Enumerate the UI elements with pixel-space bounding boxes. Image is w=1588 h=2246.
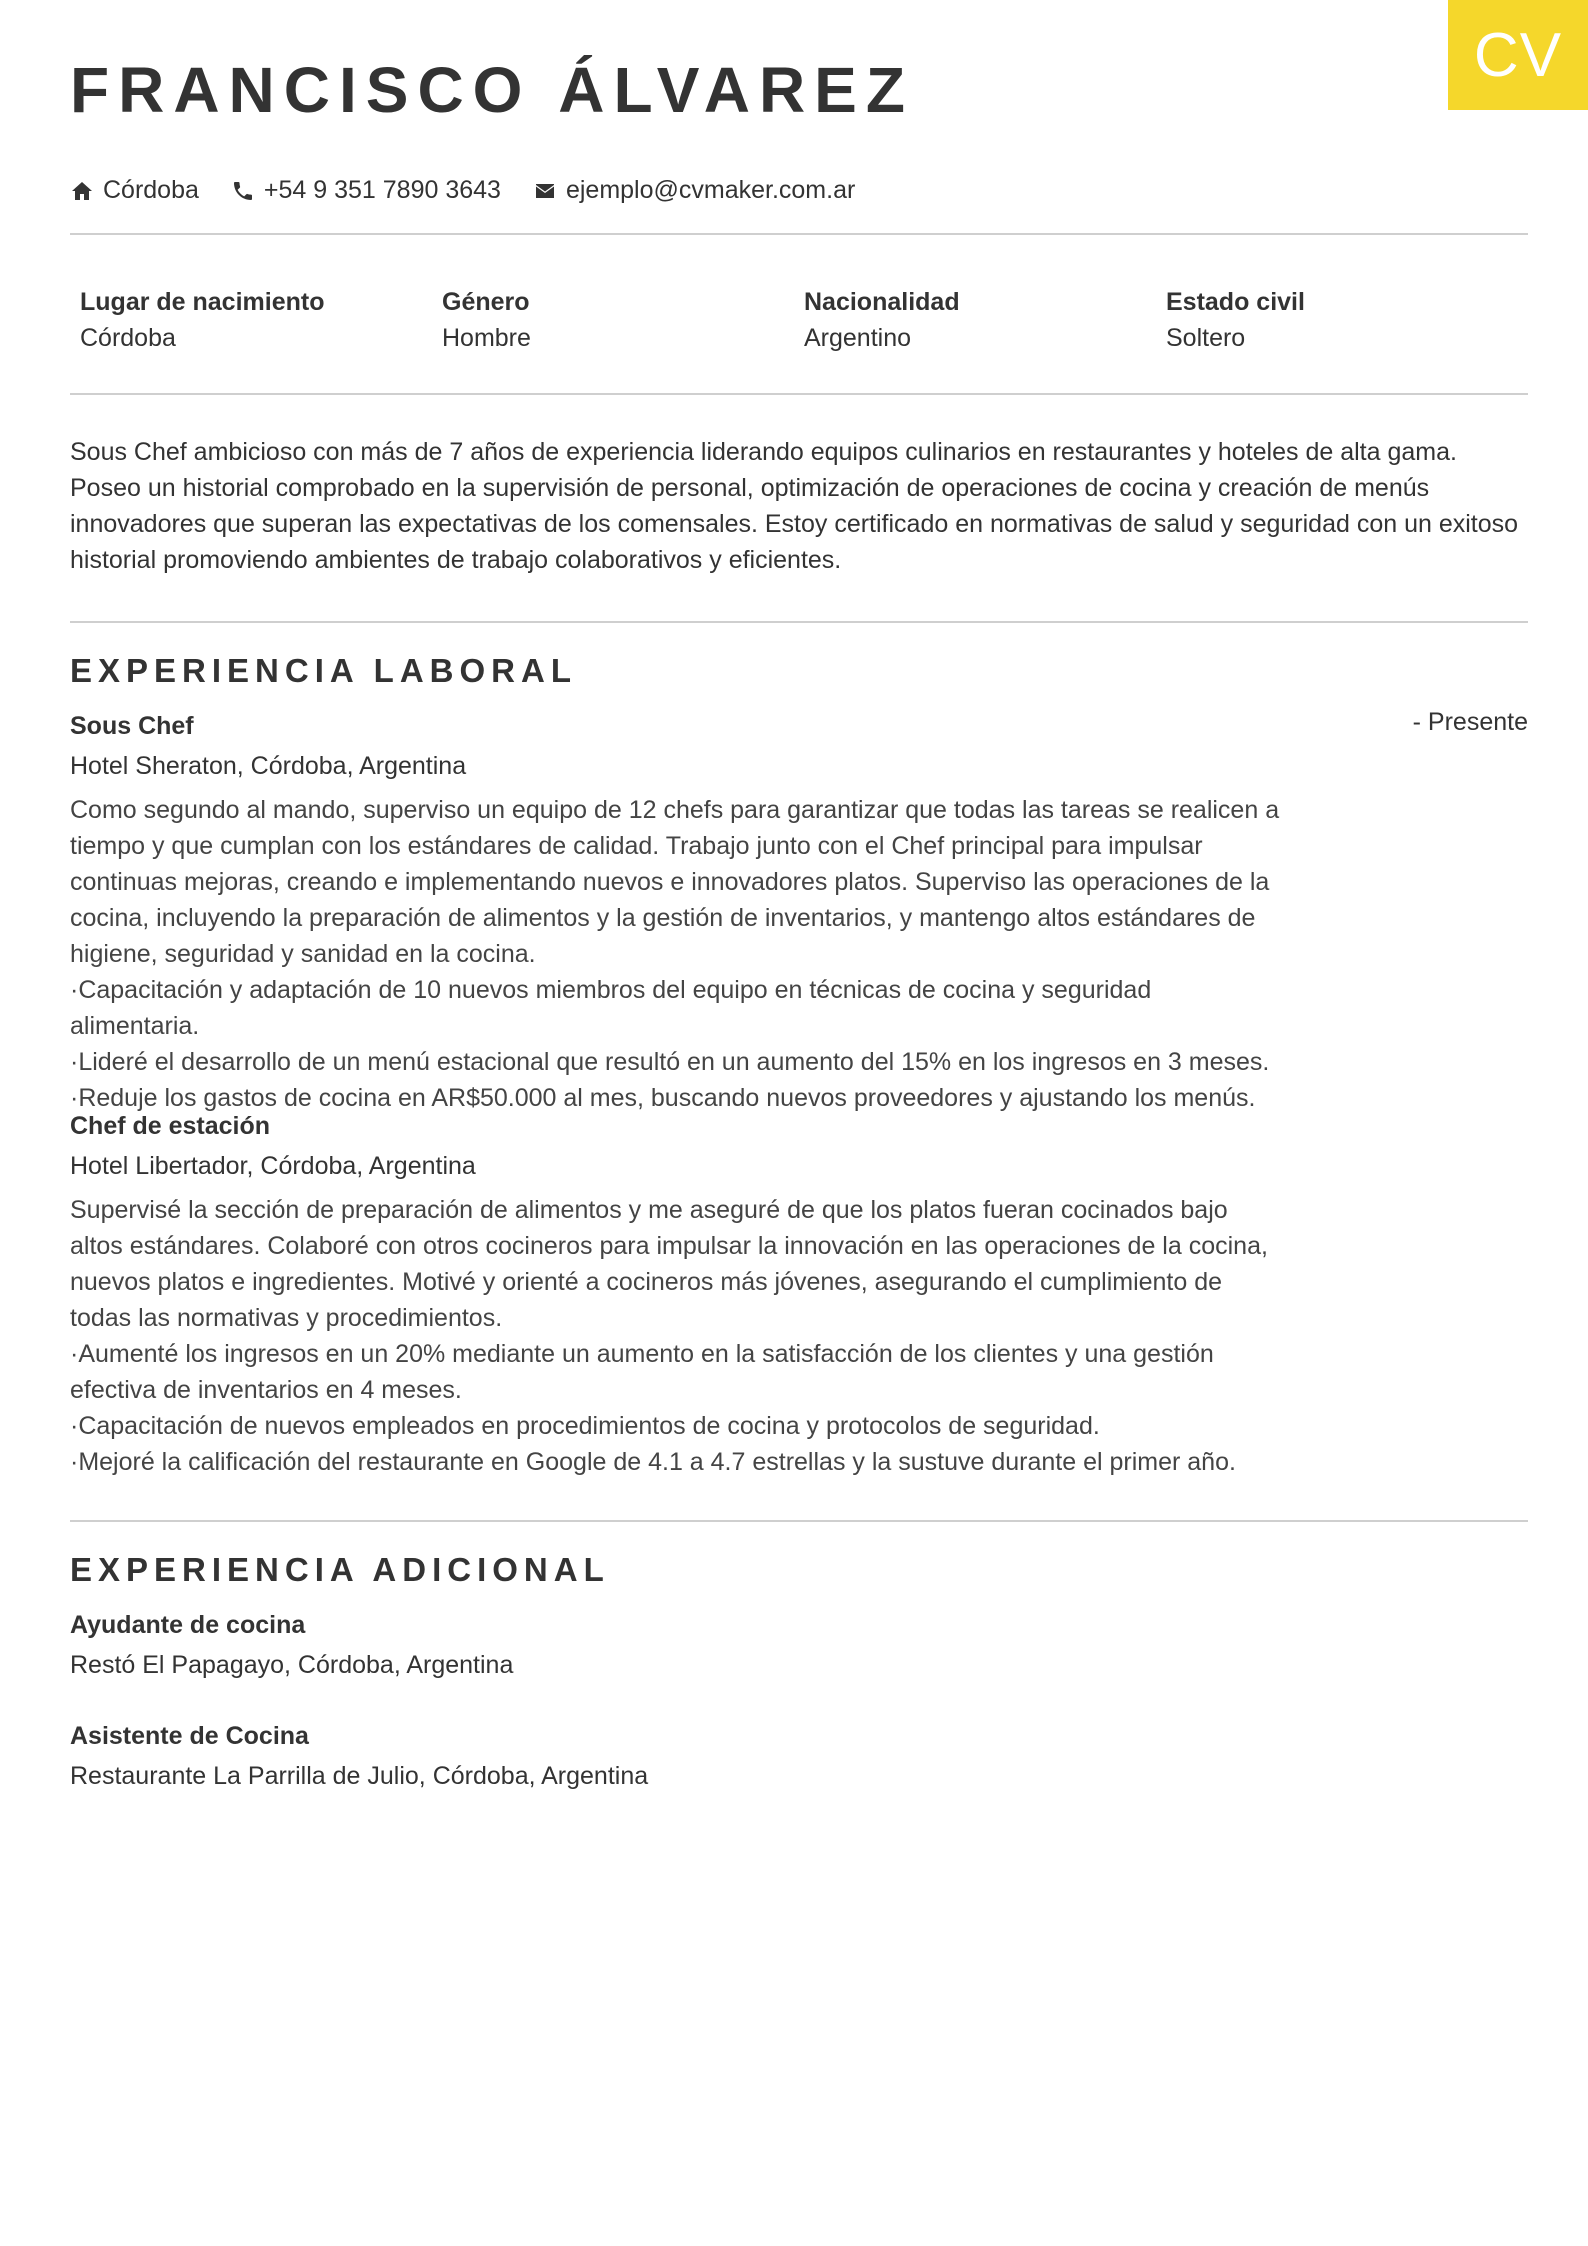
- personal-label: Estado civil: [1166, 288, 1305, 316]
- additional-entry: [70, 1607, 1528, 1683]
- job-bullet: ·Aumenté los ingresos en un 20% mediante un aumento en la satisfacción de los clientes y una gestión efectiva de inventarios en 4 meses.: [70, 1340, 1214, 1404]
- cv-logo-badge: CV: [1448, 0, 1588, 110]
- job-bullet: ·Lideré el desarrollo de un menú estacional que resultó en un aumento del 15% en los ingresos en 3 meses.: [70, 1048, 1270, 1076]
- divider: [70, 621, 1528, 623]
- job-bullet: ·Mejoré la calificación del restaurante en Google de 4.1 a 4.7 estrellas y la sustuve durante el primer año.: [70, 1448, 1236, 1476]
- personal-value: Córdoba: [80, 324, 176, 352]
- personal-value: Soltero: [1166, 324, 1246, 352]
- job-company: Hotel Sheraton, Córdoba, Argentina: [70, 752, 467, 780]
- personal-item-nationality: [804, 284, 1166, 356]
- additional-entry: [70, 1718, 1528, 1794]
- personal-item-gender: [442, 284, 804, 356]
- section-title-experience: EXPERIENCIA LABORAL: [70, 652, 577, 689]
- home-icon: [70, 179, 94, 203]
- personal-item-birthplace: [80, 284, 442, 356]
- city-text: Córdoba: [103, 176, 199, 204]
- candidate-name: FRANCISCO ÁLVAREZ: [70, 54, 914, 126]
- personal-label: Género: [442, 288, 530, 316]
- contact-city: [70, 176, 199, 205]
- job-title: Asistente de Cocina: [70, 1722, 309, 1750]
- job-bullet: ·Capacitación y adaptación de 10 nuevos miembros del equipo en técnicas de cocina y seguridad alimentaria.: [70, 976, 1152, 1040]
- job-bullet: ·Reduje los gastos de cocina en AR$50.000 al mes, buscando nuevos proveedores y ajustando los menús.: [70, 1084, 1256, 1112]
- divider: [70, 233, 1528, 235]
- email-text: ejemplo@cvmaker.com.ar: [565, 176, 856, 204]
- contact-email: [533, 176, 855, 205]
- mail-icon: [533, 179, 557, 203]
- section-title-additional: EXPERIENCIA ADICIONAL: [70, 1551, 610, 1588]
- contact-phone: [231, 176, 501, 205]
- job-title: Sous Chef: [70, 712, 194, 740]
- job-date: - Presente: [1412, 708, 1528, 736]
- personal-label: Nacionalidad: [804, 288, 960, 316]
- job-entry: [70, 1108, 1528, 1480]
- job-company: Hotel Libertador, Córdoba, Argentina: [70, 1152, 476, 1180]
- job-description-text: Supervisé la sección de preparación de alimentos y me aseguré de que los platos fueran cocinados bajo altos estándares. Colaboré con otros cocineros para impulsar la innovación en las operaciones de la cocina, nuevos platos e ingredientes. Motivé y orienté a cocineros más jóvenes, asegurando el cumplimiento de todas las normativas y procedimientos.: [70, 1196, 1268, 1332]
- personal-item-marital-status: [1166, 284, 1528, 356]
- job-title: Ayudante de cocina: [70, 1611, 306, 1639]
- profile-summary: Sous Chef ambicioso con más de 7 años de experiencia liderando equipos culinarios en restaurantes y hoteles de alta gama. Poseo un historial comprobado en la supervisión de personal, optimización de operaciones de cocina y creación de menús innovadores que superan las expectativas de los comensales. Estoy certificado en normativas de salud y seguridad con un exitoso historial promoviendo ambientes de trabajo colaborativos y eficientes.: [70, 438, 1519, 574]
- personal-value: Argentino: [804, 324, 912, 352]
- job-bullet: ·Capacitación de nuevos empleados en procedimientos de cocina y protocolos de seguridad.: [70, 1412, 1100, 1440]
- job-company: Restó El Papagayo, Córdoba, Argentina: [70, 1651, 514, 1679]
- job-description: [70, 792, 1280, 1116]
- job-description-text: Como segundo al mando, superviso un equipo de 12 chefs para garantizar que todas las tareas se realicen a tiempo y que cumplan con los estándares de calidad. Trabajo junto con el Chef principal para impulsar continuas mejoras, creando e implementando nuevos e innovadores platos. Superviso las operaciones de la cocina, incluyendo la preparación de alimentos y la gestión de inventarios, y mantengo altos estándares de higiene, seguridad y sanidad en la cocina.: [70, 796, 1280, 968]
- phone-text: +54 9 351 7890 3643: [263, 176, 501, 204]
- personal-label: Lugar de nacimiento: [80, 288, 325, 316]
- job-entry: [70, 708, 1528, 1116]
- divider: [70, 393, 1528, 395]
- contact-info: [70, 176, 887, 205]
- divider: [70, 1520, 1528, 1522]
- job-description: [70, 1192, 1280, 1480]
- personal-value: Hombre: [442, 324, 531, 352]
- job-company: Restaurante La Parrilla de Julio, Córdoba, Argentina: [70, 1762, 649, 1790]
- job-title: Chef de estación: [70, 1112, 271, 1140]
- phone-icon: [231, 179, 255, 203]
- personal-details: [80, 284, 1528, 356]
